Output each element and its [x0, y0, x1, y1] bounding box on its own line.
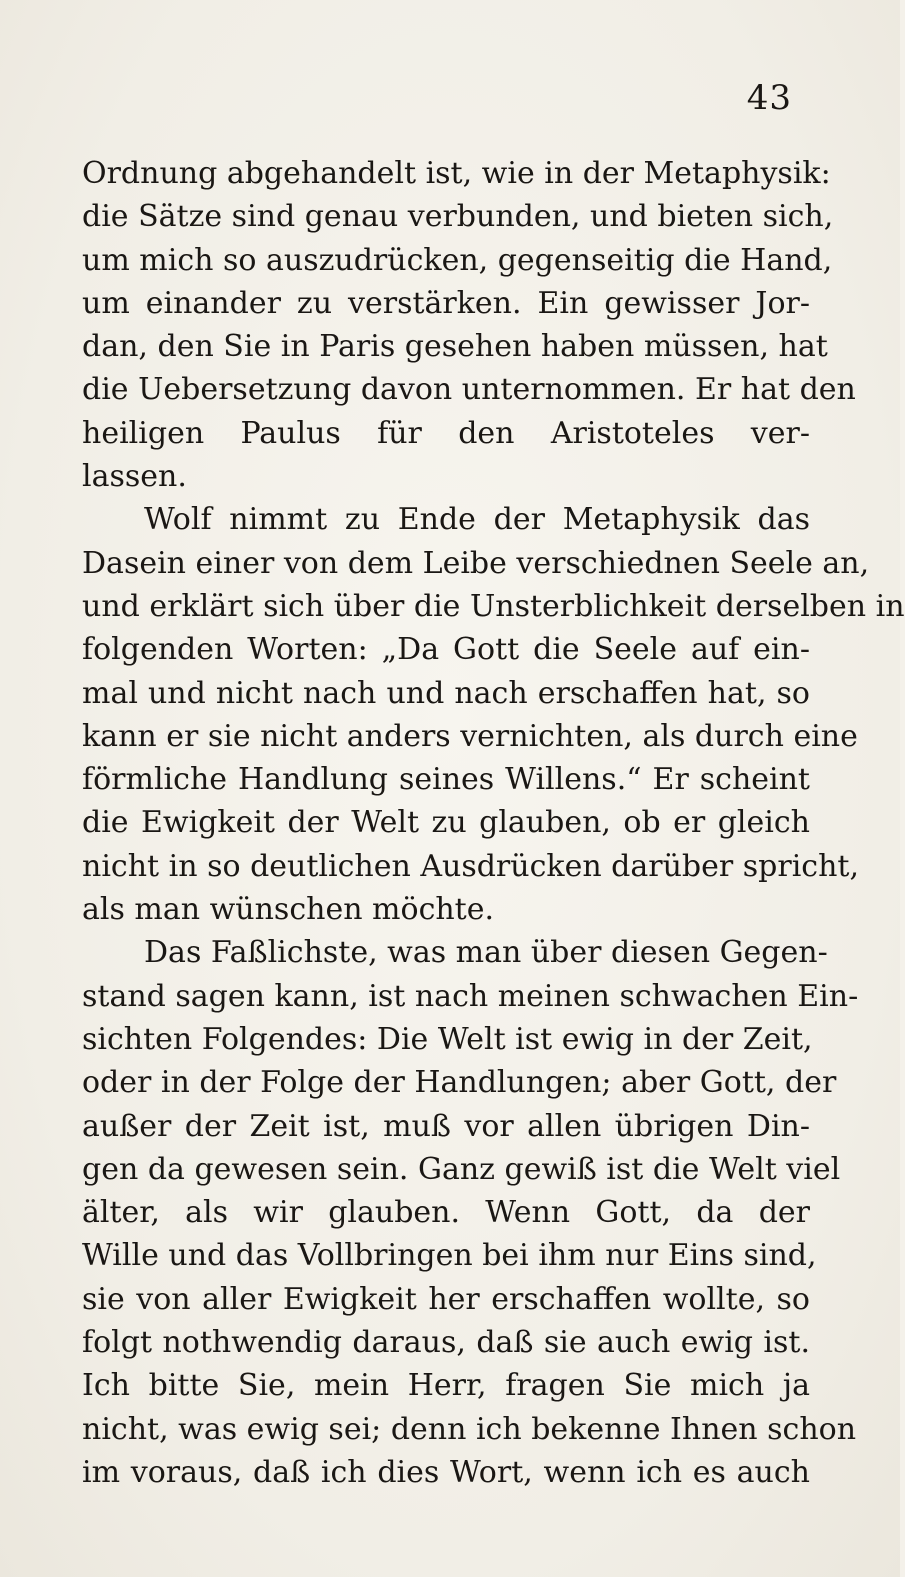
text-line: und erklärt sich über die Unsterblichkeit derselben in: [82, 588, 905, 624]
text-line: außer der Zeit ist, muß vor allen übrigen Din-: [82, 1108, 810, 1144]
text-line: oder in der Folge der Handlungen; aber Gott, der: [82, 1065, 837, 1101]
text-line: älter, als wir glauben. Wenn Gott, da der: [82, 1195, 810, 1231]
text-line: folgenden Worten: „Da Gott die Seele auf ein-: [82, 632, 810, 668]
text-line: im voraus, daß ich dies Wort, wenn ich es auch: [82, 1454, 810, 1490]
text-line: kann er sie nicht anders vernichten, als durch eine: [82, 718, 858, 754]
text-line: nicht, was ewig sei; denn ich bekenne Ihnen schon: [82, 1411, 857, 1447]
text-line: folgt nothwendig daraus, daß sie auch ewig ist.: [82, 1325, 810, 1361]
paragraph: [82, 498, 905, 931]
text-line: sichten Folgendes: Die Welt ist ewig in der Zeit,: [82, 1021, 813, 1057]
text-line: mal und nicht nach und nach erschaffen hat, so: [82, 675, 810, 711]
text-line: dan, den Sie in Paris gesehen haben müssen, hat: [82, 329, 828, 365]
paragraph: [82, 931, 859, 1494]
text-line: die Sätze sind genau verbunden, und bieten sich,: [82, 199, 834, 235]
body-text: [82, 152, 905, 1494]
text-line: Das Faßlichste, was man über diesen Gegen-: [144, 935, 828, 971]
text-line: förmliche Handlung seines Willens.“ Er scheint: [82, 762, 810, 798]
text-line: nicht in so deutlichen Ausdrücken darüber spricht,: [82, 848, 860, 884]
text-line: Wille und das Vollbringen bei ihm nur Eins sind,: [82, 1238, 817, 1274]
text-line: heiligen Paulus für den Aristoteles ver-: [82, 415, 810, 451]
text-line: Ich bitte Sie, mein Herr, fragen Sie mich ja: [82, 1368, 810, 1404]
text-line: Ordnung abgehandelt ist, wie in der Metaphysik:: [82, 156, 831, 191]
page-number: 43: [746, 78, 792, 118]
text-line: stand sagen kann, ist nach meinen schwachen Ein-: [82, 978, 859, 1014]
text-line: sie von aller Ewigkeit her erschaffen wollte, so: [82, 1281, 810, 1317]
text-line: Dasein einer von dem Leibe verschiednen Seele an,: [82, 545, 870, 581]
text-line: um einander zu verstärken. Ein gewisser Jor-: [82, 285, 810, 321]
text-line: die Ewigkeit der Welt zu glauben, ob er gleich: [82, 805, 810, 841]
text-line: lassen.: [82, 459, 187, 495]
text-line: um mich so auszudrücken, gegenseitig die Hand,: [82, 242, 833, 278]
text-line: gen da gewesen sein. Ganz gewiß ist die Welt viel: [82, 1151, 841, 1187]
text-line: als man wünschen möchte.: [82, 892, 495, 928]
text-line: die Uebersetzung davon unternommen. Er hat den: [82, 372, 856, 408]
text-line: Wolf nimmt zu Ende der Metaphysik das: [144, 502, 810, 538]
paragraph: [82, 152, 856, 498]
